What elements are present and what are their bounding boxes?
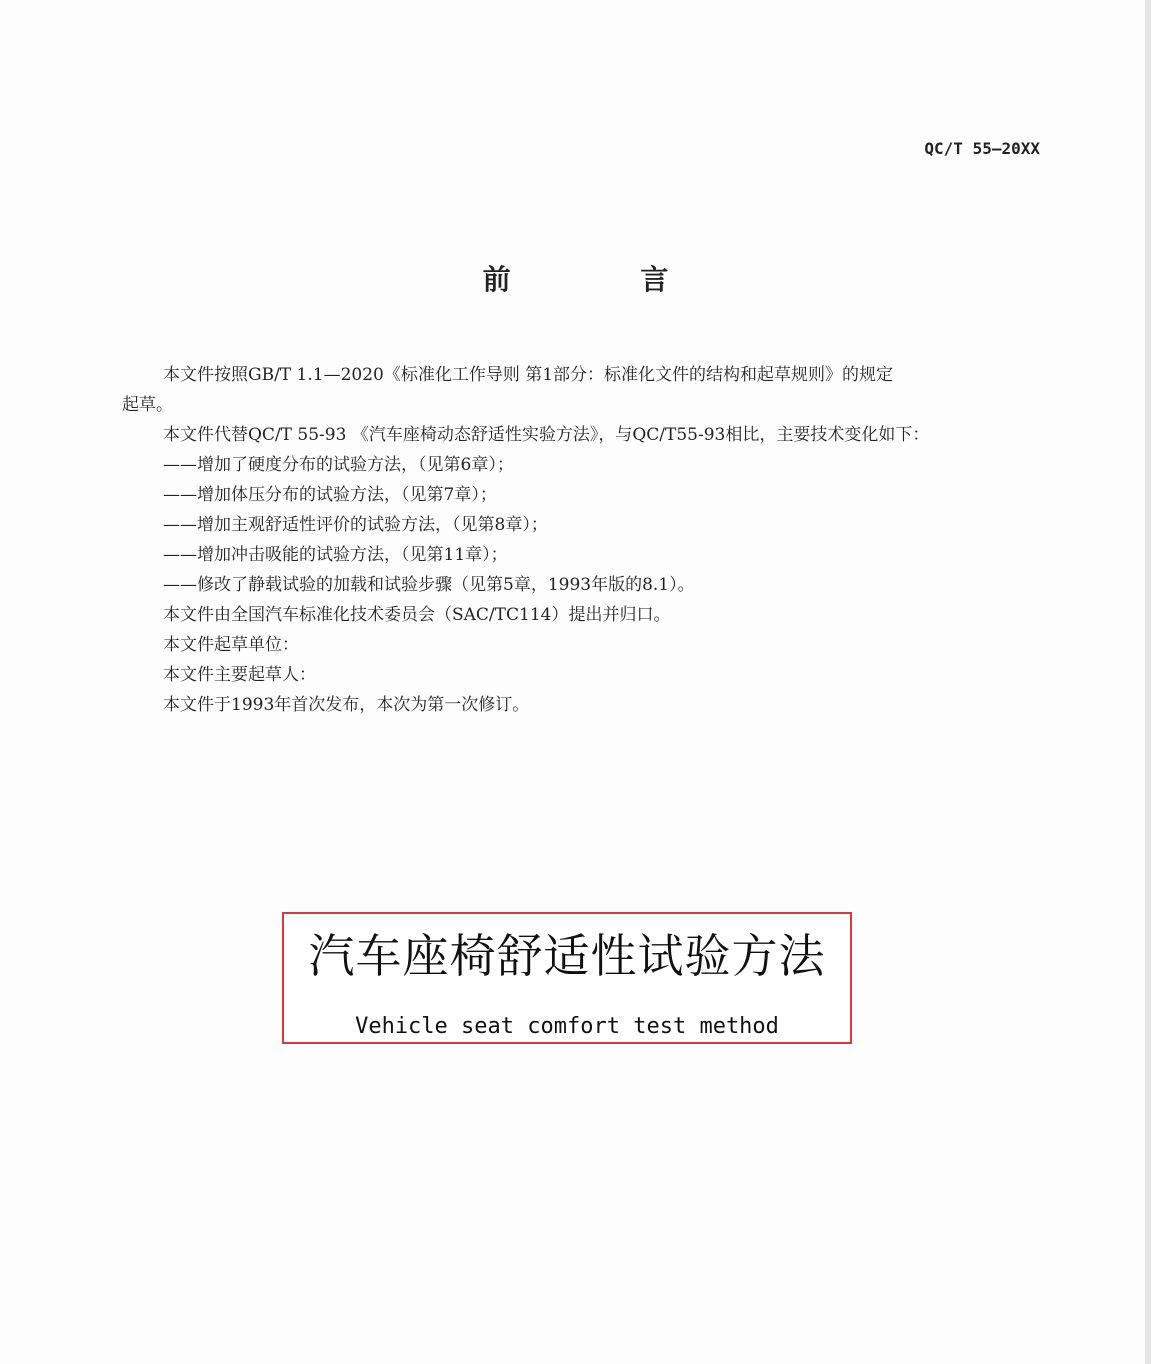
list-item: ——增加了硬度分布的试验方法，（见第6章）； [163,455,514,475]
paragraph-line: 起草。 [122,395,173,415]
paragraph-line: 本文件起草单位： [163,635,299,655]
chinese-title: 汽车座椅舒适性试验方法 [308,929,826,983]
paragraph-line: 本文件按照GB/T 1.1—2020《标准化工作导则 第1部分：标准化文件的结构和起草规则》的规定 [163,365,894,385]
list-item: ——修改了静载试验的加载和试验步骤（见第5章，1993年版的8.1）。 [163,575,695,595]
english-title: Vehicle seat comfort test method [355,1014,779,1039]
list-item: ——增加主观舒适性评价的试验方法，（见第8章）； [163,515,548,535]
paragraph-line: 本文件于1993年首次发布，本次为第一次修订。 [163,695,530,715]
paragraph-line: 本文件由全国汽车标准化技术委员会（SAC/TC114）提出并归口。 [163,605,671,625]
title-box [282,912,852,1044]
page-edge [1145,0,1151,1364]
document-number: QC/T 55—20XX [924,139,1040,158]
paragraph-line: 本文件主要起草人： [163,665,316,685]
list-item: ——增加冲击吸能的试验方法，（见第11章）； [163,545,508,565]
paragraph-line: 本文件代替QC/T 55-93 《汽车座椅动态舒适性实验方法》，与QC/T55-93相比，主要技术变化如下： [163,425,930,445]
list-item: ——增加体压分布的试验方法，（见第7章）； [163,485,497,505]
foreword-title: 前 言 [482,263,729,296]
